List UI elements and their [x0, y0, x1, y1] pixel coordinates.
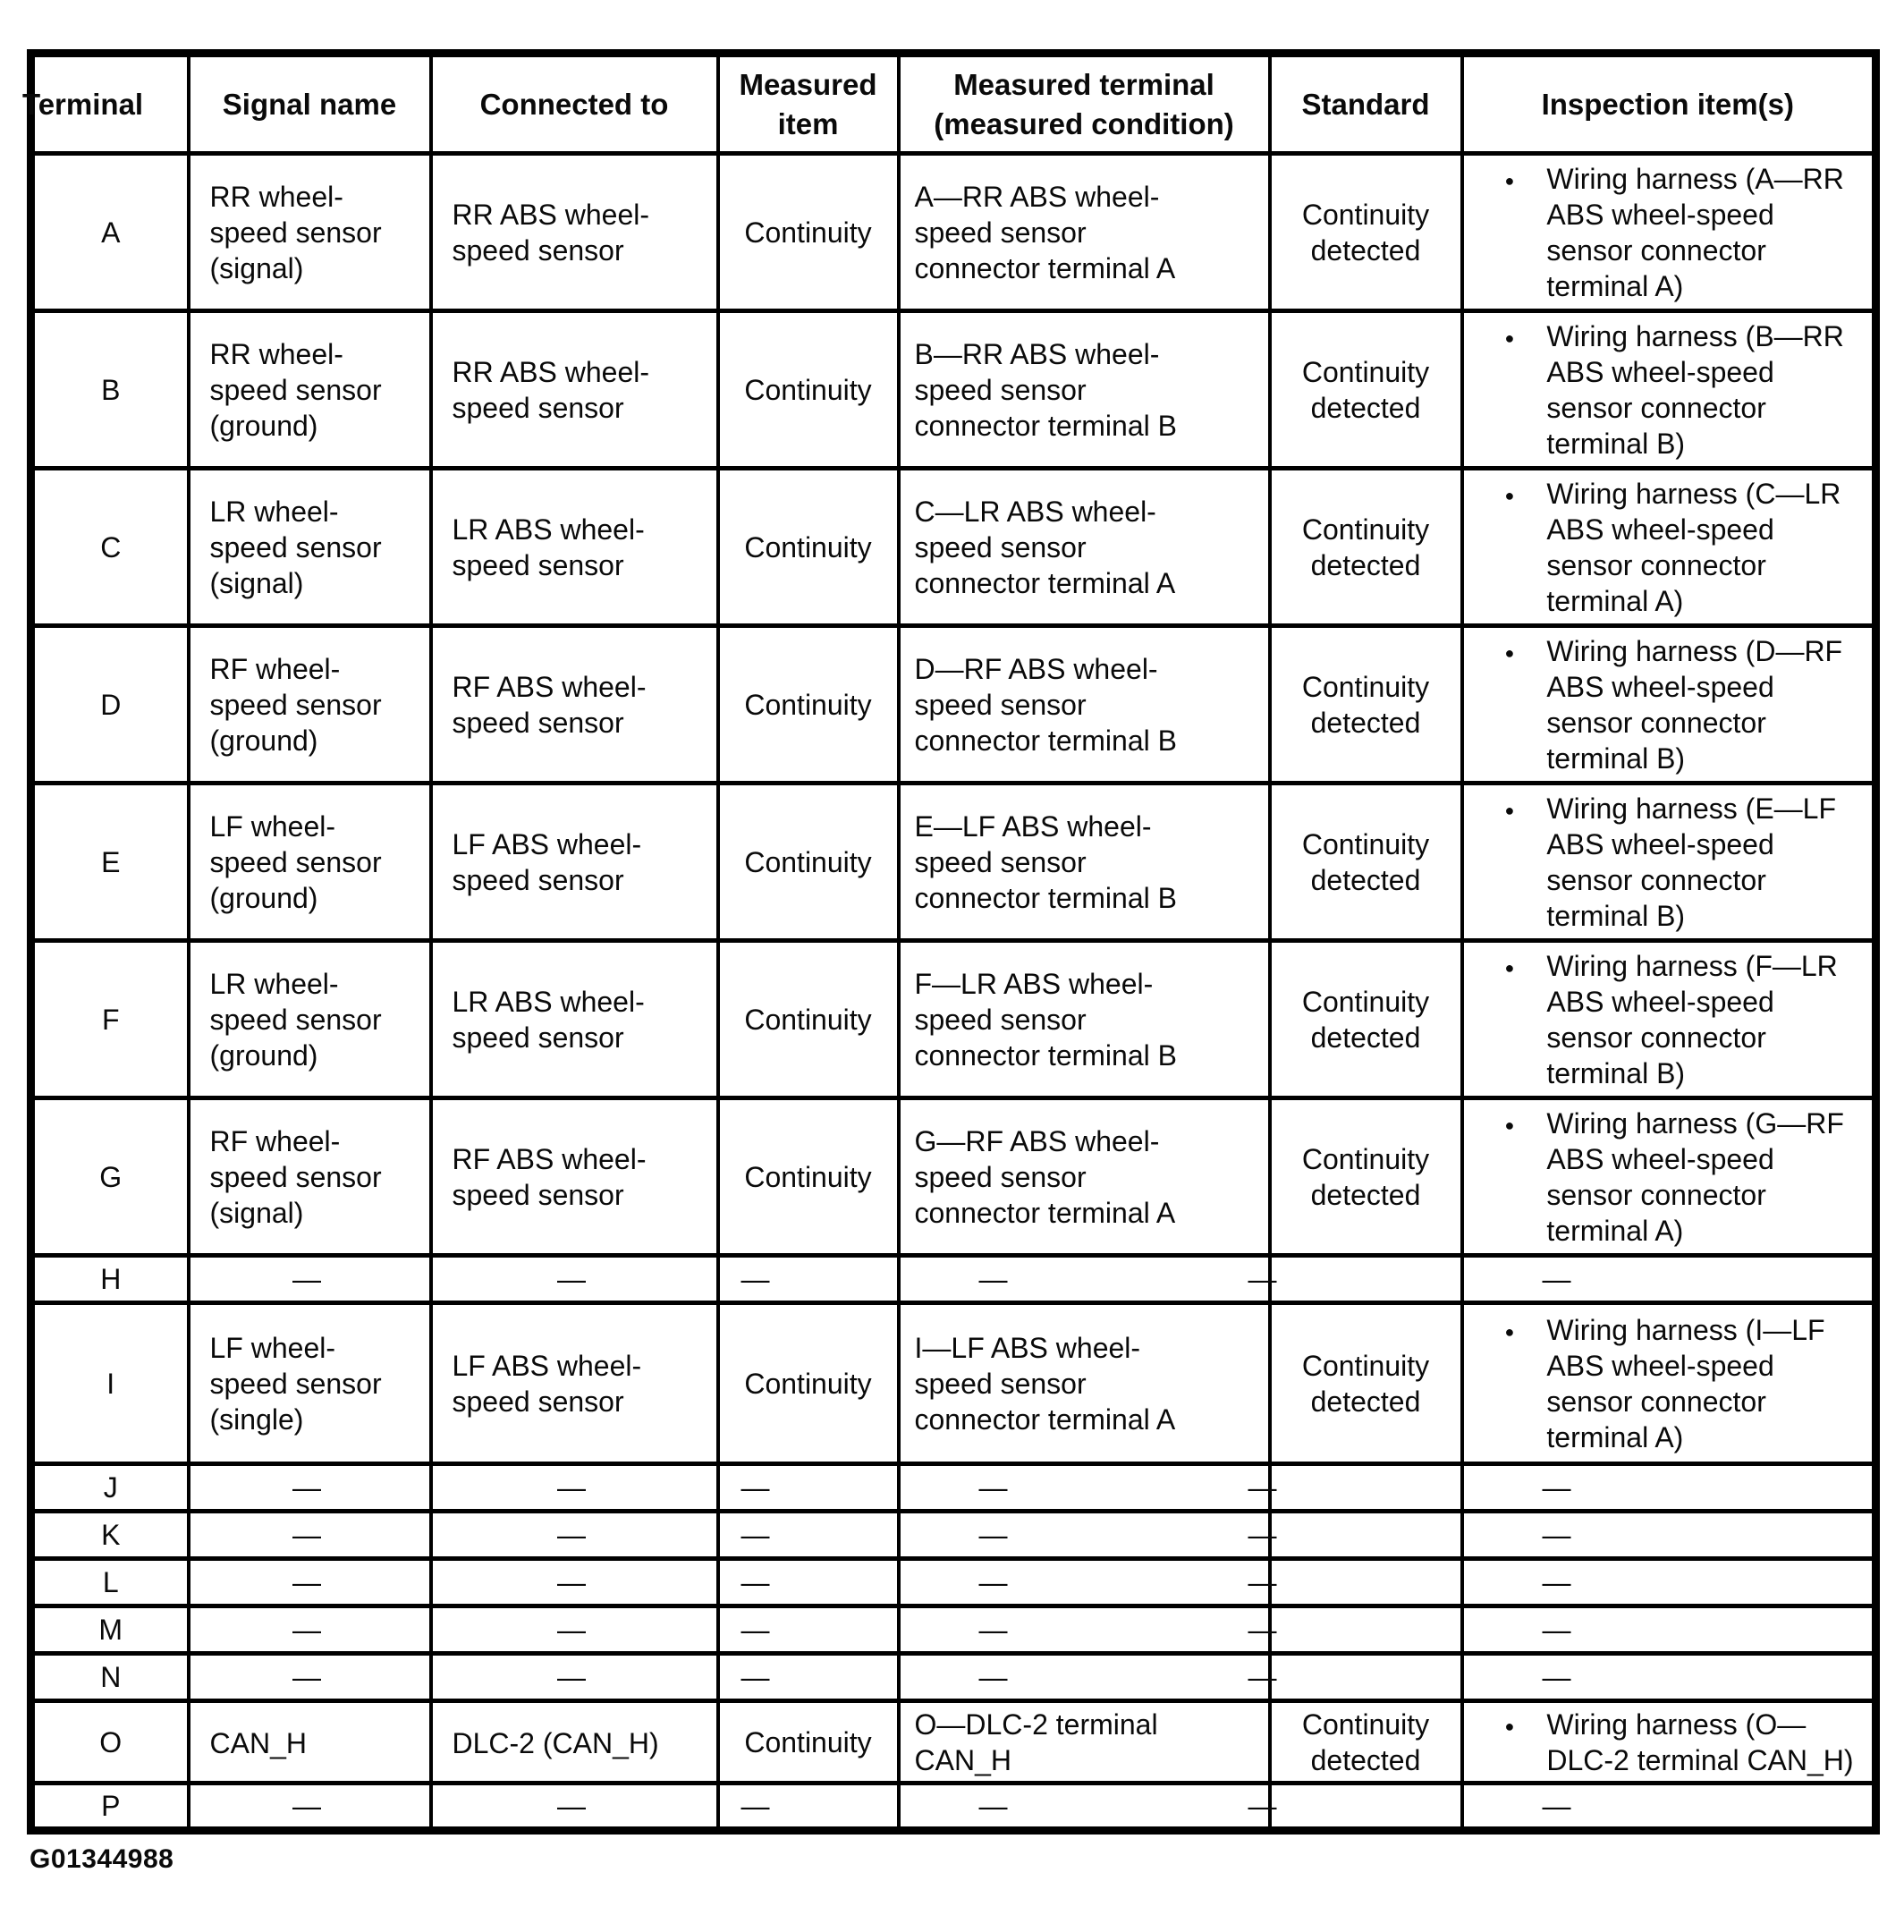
connected-to-cell: —	[431, 1464, 718, 1512]
signal-name-text: LF wheel-speed sensor (ground)	[209, 809, 382, 914]
table-row-c	[31, 469, 1876, 626]
standard-cell: —	[1270, 1559, 1462, 1606]
measured-terminal-cell	[899, 784, 1270, 941]
measured-item-cell: —	[718, 1512, 899, 1559]
inspection-text: Wiring harness (E—LF ABS wheel-speed sensor connector terminal B)	[1546, 792, 1837, 932]
table-row-j	[31, 1464, 1876, 1512]
connected-to-text: RR ABS wheel-speed sensor	[452, 355, 650, 424]
standard-cell: —	[1270, 1606, 1462, 1654]
measured-terminal-cell	[899, 1098, 1270, 1256]
measured-terminal-text: E—LF ABS wheel-speed sensor connector terminal B	[914, 809, 1177, 914]
connected-to-text: LF ABS wheel-speed sensor	[452, 1349, 642, 1418]
table-row-k	[31, 1512, 1876, 1559]
table-row-l	[31, 1559, 1876, 1606]
inspection-cell: —	[1462, 1784, 1876, 1831]
table-row-g	[31, 1098, 1876, 1256]
terminal-cell: I	[31, 1303, 189, 1464]
connected-to-cell: —	[431, 1512, 718, 1559]
measured-item-cell: —	[718, 1784, 899, 1831]
signal-name-cell: —	[189, 1559, 431, 1606]
terminal-cell: P	[31, 1784, 189, 1831]
connected-to-cell	[431, 469, 718, 626]
standard-cell: Continuity detected	[1270, 941, 1462, 1098]
connected-to-cell	[431, 941, 718, 1098]
connected-to-cell	[431, 1701, 718, 1784]
measured-item-cell: Continuity	[718, 626, 899, 784]
terminal-cell: L	[31, 1559, 189, 1606]
terminal-cell: M	[31, 1606, 189, 1654]
table-row-n	[31, 1654, 1876, 1701]
signal-name-cell	[189, 469, 431, 626]
terminal-inspection-table	[22, 49, 1880, 1835]
measured-terminal-text: A—RR ABS wheel-speed sensor connector terminal A	[914, 180, 1176, 284]
bullet-icon: ●	[1504, 1322, 1515, 1341]
bullet-icon: ●	[1504, 328, 1515, 347]
inspection-text: Wiring harness (D—RF ABS wheel-speed sensor connector terminal B)	[1546, 634, 1843, 775]
measured-terminal-text: B—RR ABS wheel-speed sensor connector terminal B	[914, 337, 1177, 442]
signal-name-cell	[189, 1098, 431, 1256]
inspection-cell: —	[1462, 1464, 1876, 1512]
terminal-cell: B	[31, 311, 189, 469]
measured-terminal-text: O—DLC-2 terminal CAN_H	[914, 1707, 1158, 1776]
connected-to-cell	[431, 154, 718, 311]
measured-terminal-cell: —	[899, 1256, 1270, 1303]
measured-item-cell: Continuity	[718, 1098, 899, 1256]
inspection-cell	[1462, 1701, 1876, 1784]
standard-cell: Continuity detected	[1270, 469, 1462, 626]
signal-name-cell	[189, 626, 431, 784]
signal-name-cell	[189, 311, 431, 469]
measured-item-cell: —	[718, 1654, 899, 1701]
terminal-cell: G	[31, 1098, 189, 1256]
measured-terminal-text: F—LR ABS wheel-speed sensor connector terminal B	[914, 967, 1177, 1072]
header-inspection-items: Inspection item(s)	[1462, 54, 1876, 154]
signal-name-text: RF wheel-speed sensor (signal)	[209, 1124, 382, 1229]
measured-terminal-text: D—RF ABS wheel-speed sensor connector terminal B	[914, 652, 1177, 757]
connected-to-text: DLC-2 (CAN_H)	[452, 1726, 659, 1759]
inspection-text: Wiring harness (I—LF ABS wheel-speed sensor connector terminal A)	[1546, 1313, 1825, 1453]
inspection-cell	[1462, 784, 1876, 941]
standard-cell: Continuity detected	[1270, 311, 1462, 469]
table-row-h	[31, 1256, 1876, 1303]
inspection-cell: —	[1462, 1654, 1876, 1701]
connected-to-text: LF ABS wheel-speed sensor	[452, 827, 642, 896]
inspection-cell	[1462, 311, 1876, 469]
standard-cell: Continuity detected	[1270, 1701, 1462, 1784]
connected-to-cell: —	[431, 1559, 718, 1606]
standard-cell: —	[1270, 1256, 1462, 1303]
inspection-text: Wiring harness (A—RR ABS wheel-speed sensor connector terminal A)	[1546, 162, 1844, 302]
table-row-p	[31, 1784, 1876, 1831]
table-row-i	[31, 1303, 1876, 1464]
inspection-cell: —	[1462, 1512, 1876, 1559]
signal-name-text: LF wheel-speed sensor (single)	[209, 1331, 382, 1436]
standard-cell: Continuity detected	[1270, 154, 1462, 311]
table-row-f	[31, 941, 1876, 1098]
signal-name-cell: —	[189, 1464, 431, 1512]
connected-to-cell	[431, 626, 718, 784]
signal-name-cell: —	[189, 1654, 431, 1701]
signal-name-cell	[189, 1303, 431, 1464]
standard-cell: —	[1270, 1464, 1462, 1512]
terminal-cell: F	[31, 941, 189, 1098]
measured-terminal-cell: —	[899, 1512, 1270, 1559]
standard-cell: Continuity detected	[1270, 784, 1462, 941]
standard-cell: Continuity detected	[1270, 1303, 1462, 1464]
terminal-cell: H	[31, 1256, 189, 1303]
connected-to-cell: —	[431, 1256, 718, 1303]
header-row	[31, 54, 1876, 154]
connected-to-text: LR ABS wheel-speed sensor	[452, 985, 645, 1054]
measured-item-cell: Continuity	[718, 311, 899, 469]
measured-terminal-text: I—LF ABS wheel-speed sensor connector terminal A	[914, 1331, 1176, 1436]
terminal-cell: K	[31, 1512, 189, 1559]
standard-cell: —	[1270, 1784, 1462, 1831]
bullet-icon: ●	[1504, 801, 1515, 819]
measured-item-cell: —	[718, 1464, 899, 1512]
inspection-cell: —	[1462, 1606, 1876, 1654]
measured-terminal-text: C—LR ABS wheel-speed sensor connector terminal A	[914, 495, 1176, 599]
inspection-cell: —	[1462, 1256, 1876, 1303]
terminal-cell: D	[31, 626, 189, 784]
signal-name-cell	[189, 1701, 431, 1784]
inspection-cell	[1462, 469, 1876, 626]
standard-cell: Continuity detected	[1270, 1098, 1462, 1256]
bullet-icon: ●	[1504, 1115, 1515, 1134]
measured-terminal-cell	[899, 1701, 1270, 1784]
standard-cell: —	[1270, 1512, 1462, 1559]
signal-name-text: LR wheel-speed sensor (signal)	[209, 495, 382, 599]
measured-terminal-cell	[899, 1303, 1270, 1464]
header-connected-to: Connected to	[431, 54, 718, 154]
measured-item-cell: Continuity	[718, 154, 899, 311]
inspection-cell	[1462, 1303, 1876, 1464]
measured-item-cell: Continuity	[718, 1303, 899, 1464]
measured-terminal-cell: —	[899, 1559, 1270, 1606]
measured-terminal-cell	[899, 311, 1270, 469]
signal-name-text: CAN_H	[209, 1726, 307, 1759]
signal-name-text: RR wheel-speed sensor (ground)	[209, 337, 382, 442]
bullet-icon: ●	[1504, 958, 1515, 977]
measured-terminal-text: G—RF ABS wheel-speed sensor connector terminal A	[914, 1124, 1176, 1229]
inspection-text: Wiring harness (O—DLC-2 terminal CAN_H)	[1546, 1707, 1854, 1776]
measured-terminal-cell: —	[899, 1784, 1270, 1831]
inspection-text: Wiring harness (C—LR ABS wheel-speed sensor connector terminal A)	[1546, 477, 1841, 617]
connected-to-cell: —	[431, 1654, 718, 1701]
signal-name-cell	[189, 154, 431, 311]
inspection-cell	[1462, 941, 1876, 1098]
measured-item-cell: —	[718, 1559, 899, 1606]
bullet-icon: ●	[1504, 1716, 1515, 1735]
table-row-o	[31, 1701, 1876, 1784]
terminal-cell: A	[31, 154, 189, 311]
connected-to-cell	[431, 311, 718, 469]
measured-terminal-cell: —	[899, 1606, 1270, 1654]
table-row-b	[31, 311, 1876, 469]
terminal-cell: O	[31, 1701, 189, 1784]
header-standard: Standard	[1270, 54, 1462, 154]
standard-cell: Continuity detected	[1270, 626, 1462, 784]
header-terminal: Terminal	[31, 54, 189, 154]
table-row-d	[31, 626, 1876, 784]
inspection-cell	[1462, 1098, 1876, 1256]
header-measured-terminal: Measured terminal (measured condition)	[899, 54, 1270, 154]
signal-name-cell: —	[189, 1512, 431, 1559]
terminal-cell: J	[31, 1464, 189, 1512]
connected-to-text: RF ABS wheel-speed sensor	[452, 670, 647, 739]
bullet-icon: ●	[1504, 486, 1515, 504]
connected-to-cell	[431, 1098, 718, 1256]
inspection-cell	[1462, 154, 1876, 311]
connected-to-cell	[431, 784, 718, 941]
measured-item-cell: —	[718, 1256, 899, 1303]
connected-to-text: LR ABS wheel-speed sensor	[452, 513, 645, 581]
measured-terminal-cell	[899, 469, 1270, 626]
measured-terminal-cell	[899, 154, 1270, 311]
measured-item-cell: Continuity	[718, 941, 899, 1098]
inspection-text: Wiring harness (G—RF ABS wheel-speed sensor connector terminal A)	[1546, 1106, 1844, 1247]
table-row-m	[31, 1606, 1876, 1654]
bullet-icon: ●	[1504, 171, 1515, 190]
terminal-cell: N	[31, 1654, 189, 1701]
signal-name-text: RR wheel-speed sensor (signal)	[209, 180, 382, 284]
connected-to-cell: —	[431, 1784, 718, 1831]
figure-id: G01344988	[30, 1844, 174, 1874]
measured-terminal-cell	[899, 626, 1270, 784]
table-row-a	[31, 154, 1876, 311]
standard-cell: —	[1270, 1654, 1462, 1701]
inspection-cell	[1462, 626, 1876, 784]
connected-to-text: RR ABS wheel-speed sensor	[452, 198, 650, 267]
signal-name-cell	[189, 941, 431, 1098]
header-signal-name: Signal name	[189, 54, 431, 154]
inspection-text: Wiring harness (B—RR ABS wheel-speed sensor connector terminal B)	[1546, 319, 1844, 460]
measured-terminal-cell	[899, 941, 1270, 1098]
signal-name-cell	[189, 784, 431, 941]
connected-to-text: RF ABS wheel-speed sensor	[452, 1142, 647, 1211]
measured-item-cell: Continuity	[718, 469, 899, 626]
terminal-cell: C	[31, 469, 189, 626]
connected-to-cell: —	[431, 1606, 718, 1654]
signal-name-text: RF wheel-speed sensor (ground)	[209, 652, 382, 757]
signal-name-text: LR wheel-speed sensor (ground)	[209, 967, 382, 1072]
header-measured-item: Measured item	[718, 54, 899, 154]
signal-name-cell: —	[189, 1784, 431, 1831]
signal-name-cell: —	[189, 1606, 431, 1654]
signal-name-cell: —	[189, 1256, 431, 1303]
bullet-icon: ●	[1504, 643, 1515, 662]
measured-item-cell: —	[718, 1606, 899, 1654]
measured-item-cell: Continuity	[718, 1701, 899, 1784]
table-row-e	[31, 784, 1876, 941]
connected-to-cell	[431, 1303, 718, 1464]
measured-terminal-cell: —	[899, 1654, 1270, 1701]
measured-item-cell: Continuity	[718, 784, 899, 941]
inspection-text: Wiring harness (F—LR ABS wheel-speed sensor connector terminal B)	[1546, 949, 1838, 1089]
inspection-cell: —	[1462, 1559, 1876, 1606]
measured-terminal-cell: —	[899, 1464, 1270, 1512]
terminal-cell: E	[31, 784, 189, 941]
